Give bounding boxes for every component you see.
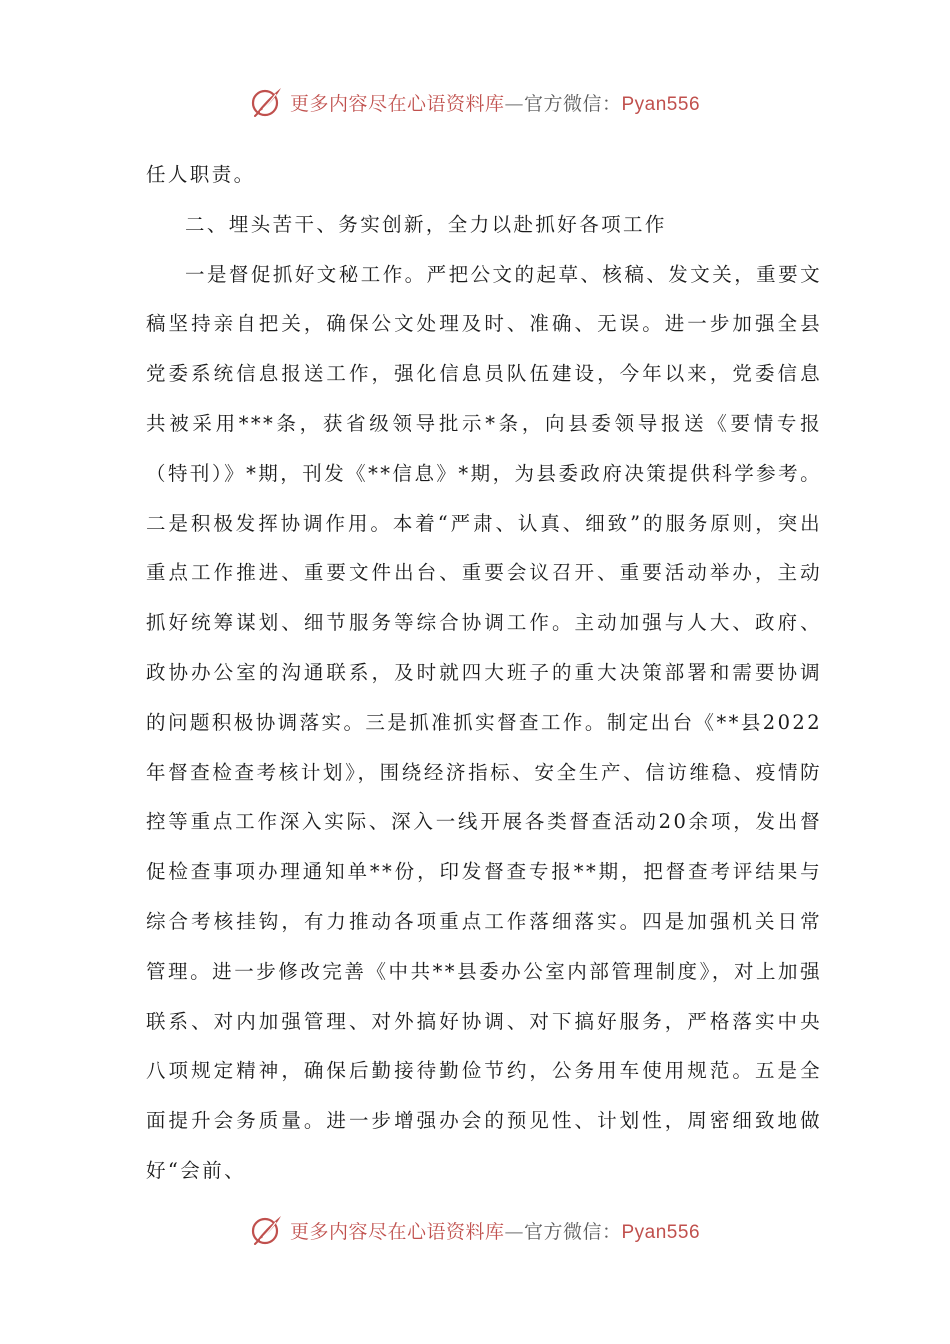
banner-dash: — [504,1220,524,1243]
footer-banner [0,1210,950,1250]
brand-text: 更多内容尽在心语资料库 [289,1220,505,1243]
wechat-label: 官方微信： [523,92,622,115]
wechat-id: Pyan556 [621,1221,701,1243]
brand-text: 更多内容尽在心语资料库 [289,92,505,115]
quill-pen-circle-icon [250,1213,284,1247]
paragraph-body: 一是督促抓好文秘工作。严把公文的起草、核稿、发文关，重要文稿坚持亲自把关，确保公文处理及时、准确、无误。进一步加强全县党委系统信息报送工作，强化信息员队伍建设，今年以来，党委信息共被采用***条，获省级领导批示*条，向县委领导报送《要情专报（特刊）》*期，刊发《**信息》*期，为县委政府决策提供科学参考。二是积极发挥协调作用。本着“严肃、认真、细致”的服务原则，突出重点工作推进、重要文件出台、重要会议召开、重要活动举办，主动抓好统筹谋划、细节服务等综合协调工作。主动加强与人大、政府、政协办公室的沟通联系，及时就四大班子的重大决策部署和需要协调的问题积极协调落实。三是抓准抓实督查工作。制定出台《**县2022年督查检查考核计划》，围绕经济指标、安全生产、信访维稳、疫情防控等重点工作深入实际、深入一线开展各类督查活动20余项，发出督促检查事项办理通知单**份，印发督查专报**期，把督查考评结果与综合考核挂钩，有力推动各项重点工作落细落实。四是加强机关日常管理。进一步修改完善《中共**县委办公室内部管理制度》，对上加强联系、对内加强管理、对外搞好协调、对下搞好服务，严格落实中央八项规定精神，确保后勤接待勤俭节约，公务用车使用规范。五是全面提升会务质量。进一步增强办会的预见性、计划性，周密细致地做好“会前、 [146,262,822,1182]
header-banner [0,82,950,122]
quill-pen-circle-icon [250,85,284,119]
banner-text [290,1217,700,1244]
wechat-id: Pyan556 [621,93,701,115]
section-heading: 二、埋头苦干、务实创新，全力以赴抓好各项工作 [185,212,667,236]
paragraph-continuation: 任人职责。 [146,163,256,186]
banner-text [290,89,700,116]
banner-dash: — [504,92,524,115]
document-body [146,150,822,1196]
wechat-label: 官方微信： [523,1220,622,1243]
